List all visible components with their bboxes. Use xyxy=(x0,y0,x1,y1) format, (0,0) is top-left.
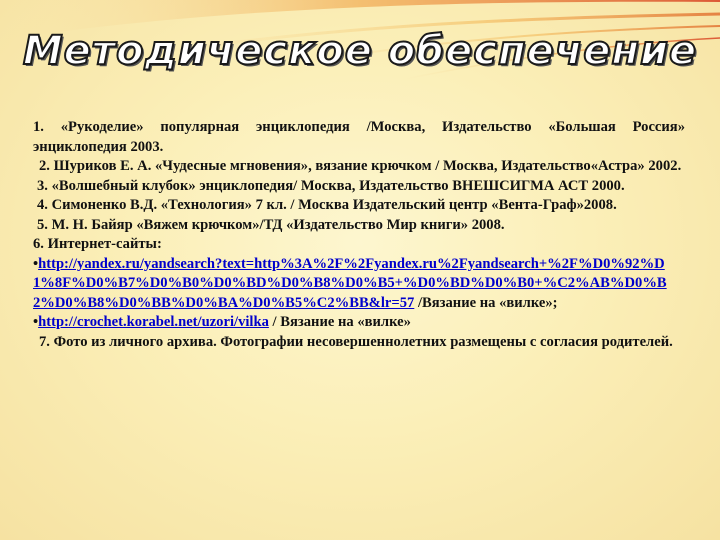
list-item: 1. «Рукоделие» популярная энциклопедия /Москва, Издательство «Большая Россия» энциклопедия 2003. xyxy=(33,119,685,155)
references-list xyxy=(33,118,685,352)
link-caption: / Вязание на «вилке» xyxy=(268,314,411,330)
list-item: 5. М. Н. Байяр «Вяжем крючком»/ТД «Издательство Мир книги» 2008. xyxy=(37,216,505,233)
list-item: 4. Симоненко В.Д. «Технология» 7 кл. / Москва Издательский центр «Вента-Граф»2008. xyxy=(37,197,617,213)
list-item-link xyxy=(33,255,685,314)
list-item: 3. «Волшебный клубок» энциклопедия/ Москва, Издательство ВНЕШСИГМА АСТ 2000. xyxy=(37,177,625,194)
list-item: 6. Интернет-сайты: xyxy=(33,236,162,252)
crochet-link[interactable]: http://crochet.korabel.net/uzori/vilka xyxy=(38,314,269,330)
list-item: 2. Шуриков Е. А. «Чудесные мгновения», вязание крючком / Москва, Издательство«Астра» 2002. xyxy=(39,158,682,174)
bullet: • xyxy=(33,255,39,272)
list-item-link xyxy=(33,313,685,333)
yandex-link[interactable]: http://yandex.ru/yandsearch?text=http%3A%2F%2Fyandex.ru%2Fyandsearch+%2F%D0%92%D1%8F%D0%B7%D0%B0%D0%BD%D0%B8%D0%B5+%D0%BD%D0%B0+%C2%AB%D0%B2%D0%B8%D0%BB%D0%BA%D0%B5%C2%BB&lr=57 xyxy=(33,255,667,311)
link-caption: /Вязание на «вилке»; xyxy=(414,294,558,311)
list-item: 7. Фото из личного архива. Фотографии несовершеннолетних размещены с согласия родителей. xyxy=(39,333,673,350)
page-title: Методическое обеспечение xyxy=(22,28,698,74)
bullet: • xyxy=(33,314,39,330)
